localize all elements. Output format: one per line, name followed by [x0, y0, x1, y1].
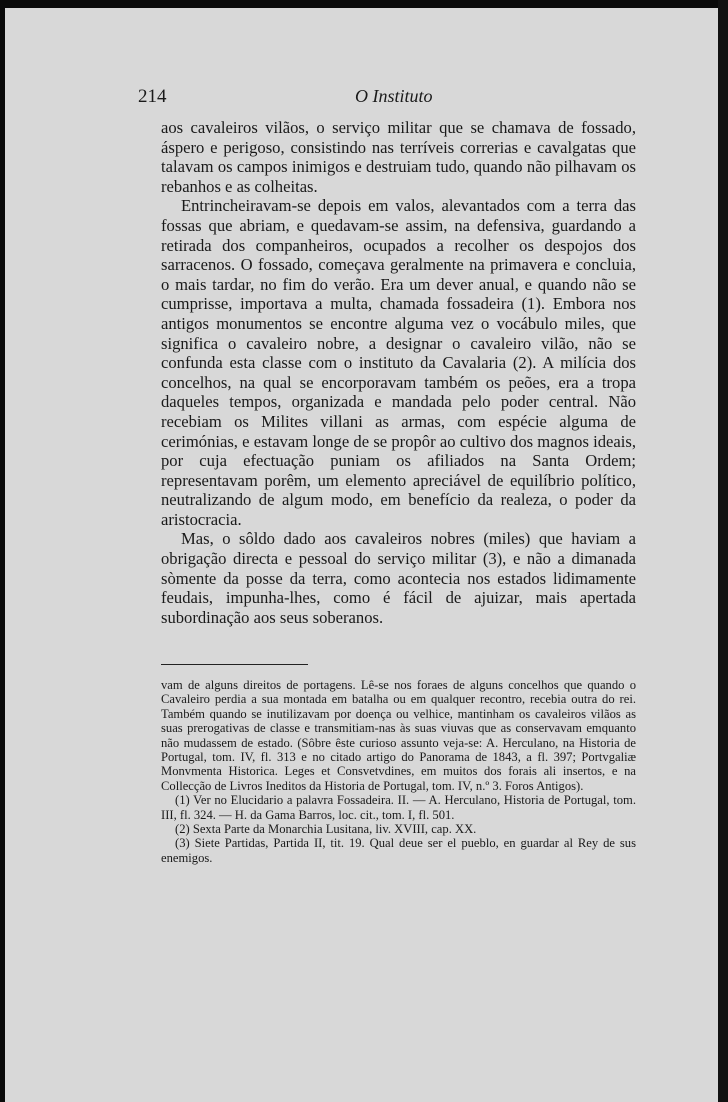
- footnote-1: (1) Ver no Elucidario a palavra Fossadeira. II. — A. Herculano, Historia de Portugal, tom. III, fl. 324. — H. da Gama Barros, loc. cit., tom. I, fl. 501.: [161, 793, 636, 822]
- scan-border-right: [718, 0, 728, 1102]
- footnotes: [161, 678, 636, 865]
- journal-title: O Instituto: [355, 86, 433, 106]
- footnote-3: (3) Siete Partidas, Partida II, tit. 19. Qual deue ser el pueblo, en guardar al Rey de sus enemigos.: [161, 836, 636, 865]
- body-paragraph-1: aos cavaleiros vilãos, o serviço militar que se chamava de fossado, áspero e perigoso, consistindo nas terríveis correrias e cavalgatas que talavam os campos inimigos e destruiam tudo, quando não pilhavam os rebanhos e as colheitas.: [161, 118, 636, 196]
- body-paragraph-2: Entrincheiravam-se depois em valos, alevantados com a terra das fossas que abriam, e quedavam-se assim, na defensiva, guardando a retirada dos companheiros, ocupados a recolher os despojos dos sarracenos. O fossado, começava geralmente na primavera e concluia, o mais tardar, no fim do verão. Era um dever anual, e quando não se cumprisse, importava a multa, chamada fossadeira (1). Embora nos antigos monumentos se encontre alguma vez o vocábulo miles, que significa o cavaleiro nobre, a designar o cavaleiro vilão, não se confunda esta classe com o instituto da Cavalaria (2). A milícia dos concelhos, na qual se encorporavam também os peões, era a tropa daqueles tempos, organizada e mandada pelo poder central. Não recebiam os Milites villani as armas, com espécie alguma de cerimónias, e estavam longe de se propôr ao cultivo dos magnos ideais, por cuja efectuação puniam os afiliados na Santa Ordem; representavam porêm, um elemento apreciável de equilíbrio político, neutralizando de algum modo, em benefício da realeza, o poder da aristocracia.: [161, 196, 636, 529]
- body-text: [161, 118, 636, 627]
- footnote-continuation: vam de alguns direitos de portagens. Lê-se nos foraes de alguns concelhos que quando o Cavaleiro perdia a sua montada em batalha ou em qualquer recontro, recebia outra do rei. Também quando se inutilizavam por doença ou velhice, mantinham os cavaleiros vilãos as suas prerogativas de classe e transmitiam-nas às suas viuvas que as conservavam emquanto não mudassem de estado. (Sôbre êste curioso assunto veja-se: A. Herculano, na Historia de Portugal, tom. IV, fl. 313 e no citado artigo do Panorama de 1843, a fl. 397; Portvgaliæ Monvmenta Historica. Leges et Consvetvdines, em muitos dos forais ali insertos, e na Collecção de Livros Ineditos da Historia de Portugal, tom. IV, n.º 3. Foros Antigos).: [161, 678, 636, 793]
- page-number: 214: [138, 86, 167, 107]
- running-head: [5, 86, 718, 110]
- body-paragraph-3: Mas, o sôldo dado aos cavaleiros nobres (miles) que haviam a obrigação directa e pessoal do serviço militar (3), e não a dimanada sòmente da posse da terra, como acontecia nos estados lidimamente feudais, impunha-lhes, como é fácil de ajuizar, mais apertada subordinação aos seus soberanos.: [161, 529, 636, 627]
- footnote-2: (2) Sexta Parte da Monarchia Lusitana, liv. XVIII, cap. XX.: [175, 822, 477, 837]
- scan-border-top: [0, 0, 728, 8]
- footnote-separator: [161, 664, 308, 665]
